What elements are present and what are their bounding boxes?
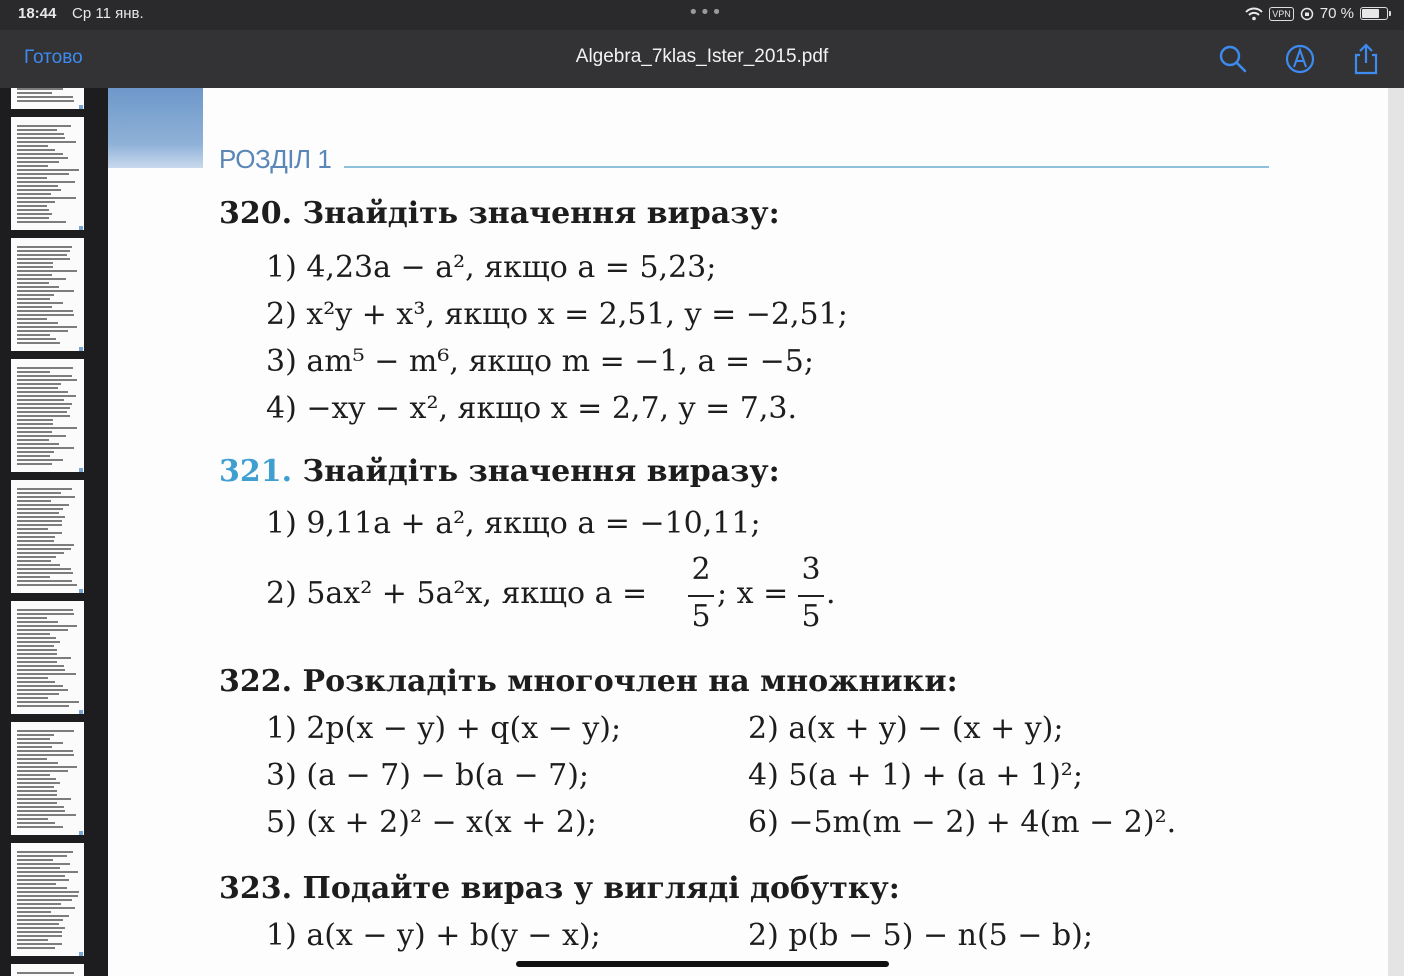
- thumbnail-text-line: [17, 153, 63, 155]
- problem-item: 4) 5(a + 1) + (a + 1)²;: [748, 758, 1083, 793]
- thumbnail-text-line: [17, 463, 52, 465]
- problem-323-heading: [219, 871, 900, 906]
- thumbnail-text-line: [17, 859, 53, 861]
- thumbnail-text-line: [17, 326, 77, 328]
- thumbnail-text-line: [17, 439, 49, 441]
- thumbnail-text-line: [17, 943, 62, 945]
- thumbnail-text-line: [17, 246, 72, 248]
- thumbnail-text-line: [17, 814, 76, 816]
- thumbnail-text-line: [17, 633, 50, 635]
- thumbnail-text-line: [17, 431, 52, 433]
- thumbnail-text-line: [17, 782, 60, 784]
- problem-prompt: Подайте вираз у вигляді добутку:: [292, 871, 900, 906]
- status-indicators: [1245, 5, 1388, 22]
- thumbnail-text-line: [17, 935, 62, 937]
- thumbnail-text-line: [17, 451, 54, 453]
- thumbnail-text-line: [17, 899, 72, 901]
- thumbnail-text-line: [17, 403, 72, 405]
- navigation-bar: [0, 30, 1404, 88]
- battery-icon: [1360, 7, 1388, 20]
- thumbnail-text-line: [17, 145, 48, 147]
- problem-item: 3) (a − 7) − b(a − 7);: [266, 758, 590, 793]
- problem-item-end: .: [826, 576, 836, 611]
- thumbnail-text-line: [17, 681, 55, 683]
- thumbnail-text-line: [17, 617, 47, 619]
- thumbnail-text-line: [17, 520, 62, 522]
- thumbnail-text-line: [17, 693, 59, 695]
- problem-item: 1) 4,23a − a², якщо a = 5,23;: [266, 250, 717, 285]
- thumbnail-text-line: [17, 786, 54, 788]
- thumbnail-text-line: [17, 157, 68, 159]
- thumbnail-text-line: [17, 556, 56, 558]
- thumbnail-text-line: [17, 395, 76, 397]
- problem-number: 321.: [219, 454, 293, 489]
- problem-item: 2) x²y + x³, якщо x = 2,51, y = −2,51;: [266, 297, 848, 332]
- thumbnail-text-line: [17, 919, 63, 921]
- thumbnail-text-line: [17, 302, 63, 304]
- thumbnail-text-line: [17, 459, 63, 461]
- thumbnail-text-line: [17, 334, 50, 336]
- thumbnail-text-line: [17, 685, 63, 687]
- thumbnail-text-line: [17, 568, 71, 570]
- thumbnail-text-line: [17, 423, 53, 425]
- section-heading: РОЗДІЛ 1: [219, 144, 332, 174]
- thumbnail-text-line: [17, 697, 48, 699]
- thumbnail-text-line: [17, 197, 76, 199]
- thumbnail-text-line: [17, 887, 67, 889]
- page-thumbnail[interactable]: [11, 601, 84, 714]
- thumbnail-text-line: [17, 488, 72, 490]
- thumbnail-text-line: [17, 532, 62, 534]
- thumbnail-text-line: [17, 173, 69, 175]
- thumbnail-text-line: [17, 653, 57, 655]
- thumbnail-marker: [79, 468, 83, 472]
- thumbnail-marker: [79, 831, 83, 835]
- orientation-lock-icon: [1300, 7, 1314, 21]
- fraction-bar: [688, 595, 714, 597]
- thumbnail-marker: [79, 226, 83, 230]
- thumbnail-text-line: [17, 221, 66, 223]
- page-edge: [1388, 88, 1404, 976]
- thumbnail-text-line: [17, 371, 50, 373]
- problem-number: 320.: [219, 196, 293, 231]
- thumbnail-text-line: [17, 367, 73, 369]
- thumbnail-text-line: [17, 734, 54, 736]
- share-icon[interactable]: [1349, 42, 1383, 76]
- thumbnail-text-line: [17, 96, 73, 98]
- thumbnail-text-line: [17, 552, 64, 554]
- thumbnail-text-line: [17, 572, 73, 574]
- thumbnail-text-line: [17, 584, 77, 586]
- problem-item: 2) a(x + y) − (x + y);: [748, 711, 1064, 746]
- thumbnail-marker: [79, 710, 83, 714]
- problem-prompt: Розкладіть многочлен на множники:: [292, 664, 958, 699]
- thumbnail-text-line: [17, 189, 61, 191]
- problem-number: 322.: [219, 664, 293, 699]
- thumbnail-text-line: [17, 294, 54, 296]
- thumbnail-text-line: [17, 266, 53, 268]
- thumbnail-text-line: [17, 201, 55, 203]
- thumbnail-text-line: [17, 576, 50, 578]
- problem-item: 2) 5ax² + 5a²x, якщо a =: [266, 576, 648, 611]
- thumbnail-text-line: [17, 730, 74, 732]
- thumbnail-text-line: [17, 826, 63, 828]
- thumbnail-text-line: [17, 580, 72, 582]
- thumbnail-text-line: [17, 677, 48, 679]
- thumbnail-marker: [79, 952, 83, 956]
- thumbnail-text-line: [17, 270, 77, 272]
- thumbnail-text-line: [17, 213, 52, 215]
- thumbnail-text-line: [17, 492, 61, 494]
- thumbnail-text-line: [17, 427, 77, 429]
- problem-item: 2) p(b − 5) − n(5 − b);: [748, 918, 1093, 953]
- thumbnail-text-line: [17, 625, 77, 627]
- thumbnail-marker: [79, 105, 83, 109]
- problem-item: 1) 9,11a + a², якщо a = −10,11;: [266, 506, 761, 541]
- thumbnail-text-line: [17, 407, 70, 409]
- thumbnail-text-line: [17, 314, 74, 316]
- thumbnail-text-line: [17, 770, 68, 772]
- thumbnail-text-line: [17, 818, 48, 820]
- fraction-numerator: 3: [801, 552, 821, 587]
- thumbnail-text-line: [17, 443, 59, 445]
- thumbnail-text-line: [17, 411, 67, 413]
- thumbnail-text-line: [17, 766, 77, 768]
- thumbnail-text-line: [17, 564, 60, 566]
- thumbnail-text-line: [17, 762, 58, 764]
- wifi-icon: [1245, 7, 1263, 21]
- thumbnail-text-line: [17, 419, 53, 421]
- thumbnail-text-line: [17, 435, 66, 437]
- thumbnail-text-line: [17, 177, 47, 179]
- thumbnail-text-line: [17, 790, 57, 792]
- vpn-badge: VPN: [1269, 7, 1294, 21]
- thumbnail-text-line: [17, 746, 52, 748]
- thumbnail-text-line: [17, 536, 55, 538]
- thumbnail-text-line: [17, 798, 71, 800]
- thumbnail-text-line: [17, 871, 78, 873]
- home-indicator[interactable]: [516, 961, 889, 967]
- status-bar: [0, 0, 1404, 30]
- thumbnail-text-line: [17, 399, 64, 401]
- thumbnail-text-line: [17, 875, 65, 877]
- page-corner-decoration: [108, 88, 203, 168]
- pdf-page: [108, 88, 1388, 976]
- thumbnail-text-line: [17, 375, 72, 377]
- problem-item: 3) am⁵ − m⁶, якщо m = −1, a = −5;: [266, 344, 814, 379]
- done-button[interactable]: Готово: [24, 47, 83, 68]
- thumbnail-text-line: [17, 504, 69, 506]
- problem-item-mid: ; x =: [717, 576, 789, 611]
- thumbnail-text-line: [17, 125, 71, 127]
- thumbnail-text-line: [17, 262, 53, 264]
- thumbnail-text-line: [17, 758, 47, 760]
- fraction-numerator: 2: [691, 552, 711, 587]
- document-title: Algebra_7klas_Ister_2015.pdf: [575, 46, 829, 67]
- problem-320-heading: [219, 196, 780, 231]
- thumbnail-text-line: [17, 939, 48, 941]
- thumbnail-text-line: [17, 927, 65, 929]
- thumbnail-text-line: [17, 907, 75, 909]
- thumbnail-text-line: [17, 338, 56, 340]
- thumbnail-text-line: [17, 298, 50, 300]
- thumbnail-text-line: [17, 181, 75, 183]
- page-thumbnail[interactable]: [11, 238, 84, 351]
- thumbnail-text-line: [17, 774, 50, 776]
- thumbnail-text-line: [17, 205, 47, 207]
- thumbnail-text-line: [17, 540, 54, 542]
- thumbnail-text-line: [17, 92, 52, 94]
- thumbnail-text-line: [17, 806, 64, 808]
- thumbnail-text-line: [17, 972, 74, 974]
- thumbnail-text-line: [17, 705, 69, 707]
- thumbnail-text-line: [17, 149, 55, 151]
- thumbnail-text-line: [17, 657, 71, 659]
- multitasking-dots-icon[interactable]: •••: [688, 2, 723, 23]
- thumbnail-text-line: [17, 383, 61, 385]
- thumbnail-text-line: [17, 915, 69, 917]
- thumbnail-text-line: [17, 947, 55, 949]
- section-rule: [344, 166, 1269, 168]
- fraction-bar: [798, 595, 824, 597]
- thumbnail-text-line: [17, 649, 57, 651]
- thumbnail-text-line: [17, 286, 59, 288]
- thumbnail-text-line: [17, 883, 56, 885]
- thumbnail-text-line: [17, 330, 68, 332]
- thumbnail-text-line: [17, 322, 58, 324]
- problem-number: 323.: [219, 871, 293, 906]
- thumbnail-text-line: [17, 193, 51, 195]
- thumbnail-text-line: [17, 802, 57, 804]
- thumbnail-text-line: [17, 217, 49, 219]
- thumbnail-text-line: [17, 415, 70, 417]
- thumbnail-text-line: [17, 742, 63, 744]
- thumbnail-text-line: [17, 185, 58, 187]
- thumbnail-text-line: [17, 560, 51, 562]
- thumbnail-text-line: [17, 306, 52, 308]
- page-thumbnail[interactable]: [11, 843, 84, 956]
- thumbnail-text-line: [17, 810, 65, 812]
- thumbnail-text-line: [17, 496, 75, 498]
- thumbnail-text-line: [17, 209, 49, 211]
- thumbnail-text-line: [17, 310, 73, 312]
- thumbnail-text-line: [17, 258, 70, 260]
- fraction-denominator: 5: [801, 599, 821, 634]
- problem-prompt: Знайдіть значення виразу:: [292, 454, 780, 489]
- page-thumbnail[interactable]: [11, 88, 84, 109]
- thumbnail-text-line: [17, 342, 60, 344]
- thumbnail-text-line: [17, 133, 64, 135]
- thumbnail-text-line: [17, 169, 79, 171]
- thumbnail-text-line: [17, 931, 62, 933]
- thumbnail-text-line: [17, 455, 50, 457]
- page-thumbnail[interactable]: [11, 359, 84, 472]
- thumbnail-text-line: [17, 645, 54, 647]
- thumbnail-text-line: [17, 609, 73, 611]
- thumbnail-text-line: [17, 161, 59, 163]
- thumbnail-text-line: [17, 512, 59, 514]
- thumbnail-text-line: [17, 621, 58, 623]
- thumbnail-text-line: [17, 387, 58, 389]
- thumbnail-text-line: [17, 903, 61, 905]
- thumbnail-text-line: [17, 855, 67, 857]
- fraction-denominator: 5: [691, 599, 711, 634]
- status-time: 18:44: [18, 5, 57, 22]
- thumbnail-text-line: [17, 750, 73, 752]
- thumbnail-text-line: [17, 911, 51, 913]
- thumbnail-text-line: [17, 447, 74, 449]
- thumbnail-text-line: [17, 863, 70, 865]
- thumbnail-text-line: [17, 895, 78, 897]
- thumbnail-text-line: [17, 516, 65, 518]
- thumbnail-text-line: [17, 500, 51, 502]
- thumbnail-text-line: [17, 544, 74, 546]
- problem-321-heading: [219, 454, 780, 489]
- thumbnail-text-line: [17, 254, 67, 256]
- thumbnail-text-line: [17, 879, 69, 881]
- thumbnail-text-line: [17, 794, 57, 796]
- thumbnail-text-line: [17, 822, 55, 824]
- thumbnail-text-line: [17, 524, 62, 526]
- thumbnail-text-line: [17, 100, 74, 102]
- problem-item: 6) −5m(m − 2) + 4(m − 2)².: [748, 805, 1177, 840]
- thumbnail-text-line: [17, 548, 71, 550]
- thumbnail-text-line: [17, 274, 52, 276]
- thumbnail-text-line: [17, 129, 57, 131]
- problem-item: 1) 2p(x − y) + q(x − y);: [266, 711, 622, 746]
- thumbnail-text-line: [17, 141, 76, 143]
- thumbnail-marker: [79, 347, 83, 351]
- thumbnail-text-line: [17, 391, 68, 393]
- thumbnail-text-line: [17, 738, 50, 740]
- page-thumbnails-sidebar[interactable]: [0, 88, 98, 976]
- thumbnail-text-line: [17, 891, 79, 893]
- thumbnail-text-line: [17, 851, 73, 853]
- thumbnail-text-line: [17, 88, 63, 90]
- thumbnail-text-line: [17, 250, 70, 252]
- page-thumbnail[interactable]: [11, 964, 84, 976]
- thumbnail-text-line: [17, 637, 56, 639]
- thumbnail-text-line: [17, 665, 64, 667]
- thumbnail-text-line: [17, 282, 49, 284]
- problem-item: 4) −xy − x², якщо x = 2,7, y = 7,3.: [266, 391, 798, 426]
- problem-prompt: Знайдіть значення виразу:: [292, 196, 780, 231]
- thumbnail-text-line: [17, 508, 63, 510]
- thumbnail-text-line: [17, 629, 68, 631]
- status-date: Ср 11 янв.: [72, 5, 144, 22]
- thumbnail-text-line: [17, 641, 60, 643]
- thumbnail-text-line: [17, 689, 68, 691]
- thumbnail-text-line: [17, 754, 74, 756]
- thumbnail-text-line: [17, 923, 59, 925]
- thumbnail-text-line: [17, 613, 74, 615]
- problem-item: 1) a(x − y) + b(y − x);: [266, 918, 601, 953]
- search-icon[interactable]: [1216, 42, 1250, 76]
- problem-322-heading: [219, 664, 958, 699]
- problem-item: 5) (x + 2)² − x(x + 2);: [266, 805, 597, 840]
- battery-percent: 70 %: [1319, 5, 1354, 22]
- thumbnail-text-line: [17, 318, 47, 320]
- markup-icon[interactable]: [1283, 42, 1317, 76]
- thumbnail-text-line: [17, 528, 48, 530]
- page-thumbnail[interactable]: [11, 722, 84, 835]
- page-thumbnail[interactable]: [11, 480, 84, 593]
- thumbnail-text-line: [17, 867, 60, 869]
- thumbnail-text-line: [17, 673, 76, 675]
- thumbnail-marker: [79, 589, 83, 593]
- thumbnail-text-line: [17, 701, 79, 703]
- thumbnail-text-line: [17, 778, 56, 780]
- thumbnail-text-line: [17, 669, 65, 671]
- thumbnail-text-line: [17, 290, 74, 292]
- thumbnail-text-line: [17, 661, 57, 663]
- thumbnail-text-line: [17, 278, 66, 280]
- thumbnail-text-line: [17, 137, 65, 139]
- thumbnail-text-line: [17, 165, 48, 167]
- page-thumbnail[interactable]: [11, 117, 84, 230]
- thumbnail-text-line: [17, 379, 77, 381]
